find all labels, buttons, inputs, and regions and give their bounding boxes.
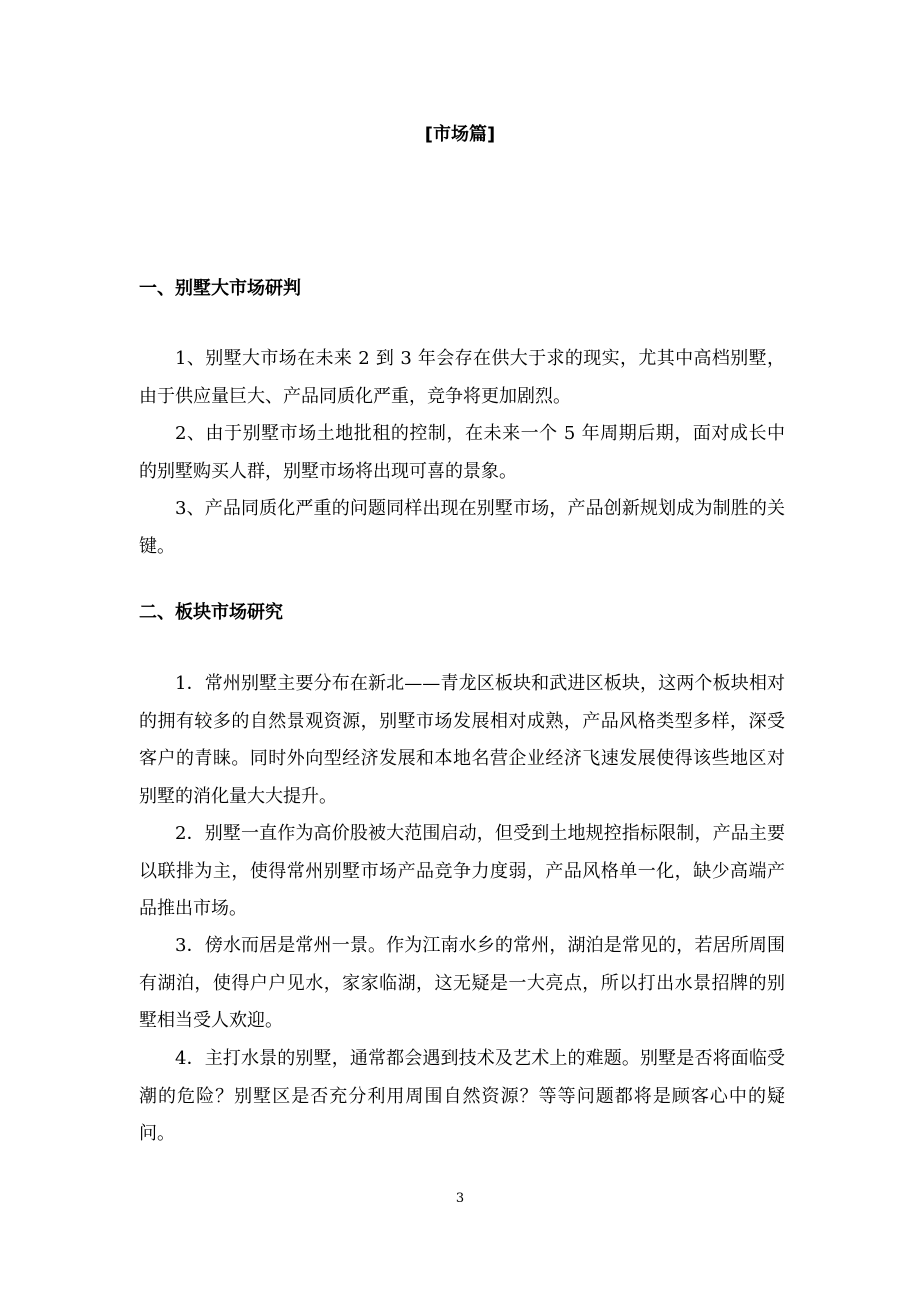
page-title: [市场篇] (424, 124, 496, 145)
paragraph: 3、产品同质化严重的问题同样出现在别墅市场，产品创新规划成为制胜的关键。 (139, 498, 785, 557)
section-heading-market-analysis: 一、别墅大市场研判 (139, 278, 301, 299)
paragraph: 2．别墅一直作为高价股被大范围启动，但受到土地规控指标限制，产品主要以联排为主，使得常州别墅市场产品竞争力度弱，产品风格单一化，缺少高端产品推出市场。 (139, 823, 785, 919)
paragraph: 2、由于别墅市场土地批租的控制，在未来一个 5 年周期后期，面对成长中的别墅购买人群，别墅市场将出现可喜的景象。 (139, 423, 785, 482)
paragraph: 4．主打水景的别墅，通常都会遇到技术及艺术上的难题。别墅是否将面临受潮的危险？别墅区是否充分利用周围自然资源？等等问题都将是顾客心中的疑问。 (139, 1048, 785, 1144)
paragraph: 1．常州别墅主要分布在新北——青龙区板块和武进区板块，这两个板块相对的拥有较多的自然景观资源，别墅市场发展相对成熟，产品风格类型多样，深受客户的青睐。同时外向型经济发展和本地名营企业经济飞速发展使得该些地区对别墅的消化量大大提升。 (139, 673, 785, 807)
paragraph: 3．傍水而居是常州一景。作为江南水乡的常州，湖泊是常见的，若居所周围有湖泊，使得户户见水，家家临湖，这无疑是一大亮点，所以打出水景招牌的别墅相当受人欢迎。 (139, 935, 785, 1031)
paragraph: 1、别墅大市场在未来 2 到 3 年会存在供大于求的现实，尤其中高档别墅，由于供应量巨大、产品同质化严重，竞争将更加剧烈。 (139, 348, 785, 407)
page-number: 3 (455, 1191, 465, 1206)
section-heading-sector-research: 二、板块市场研究 (139, 602, 283, 623)
